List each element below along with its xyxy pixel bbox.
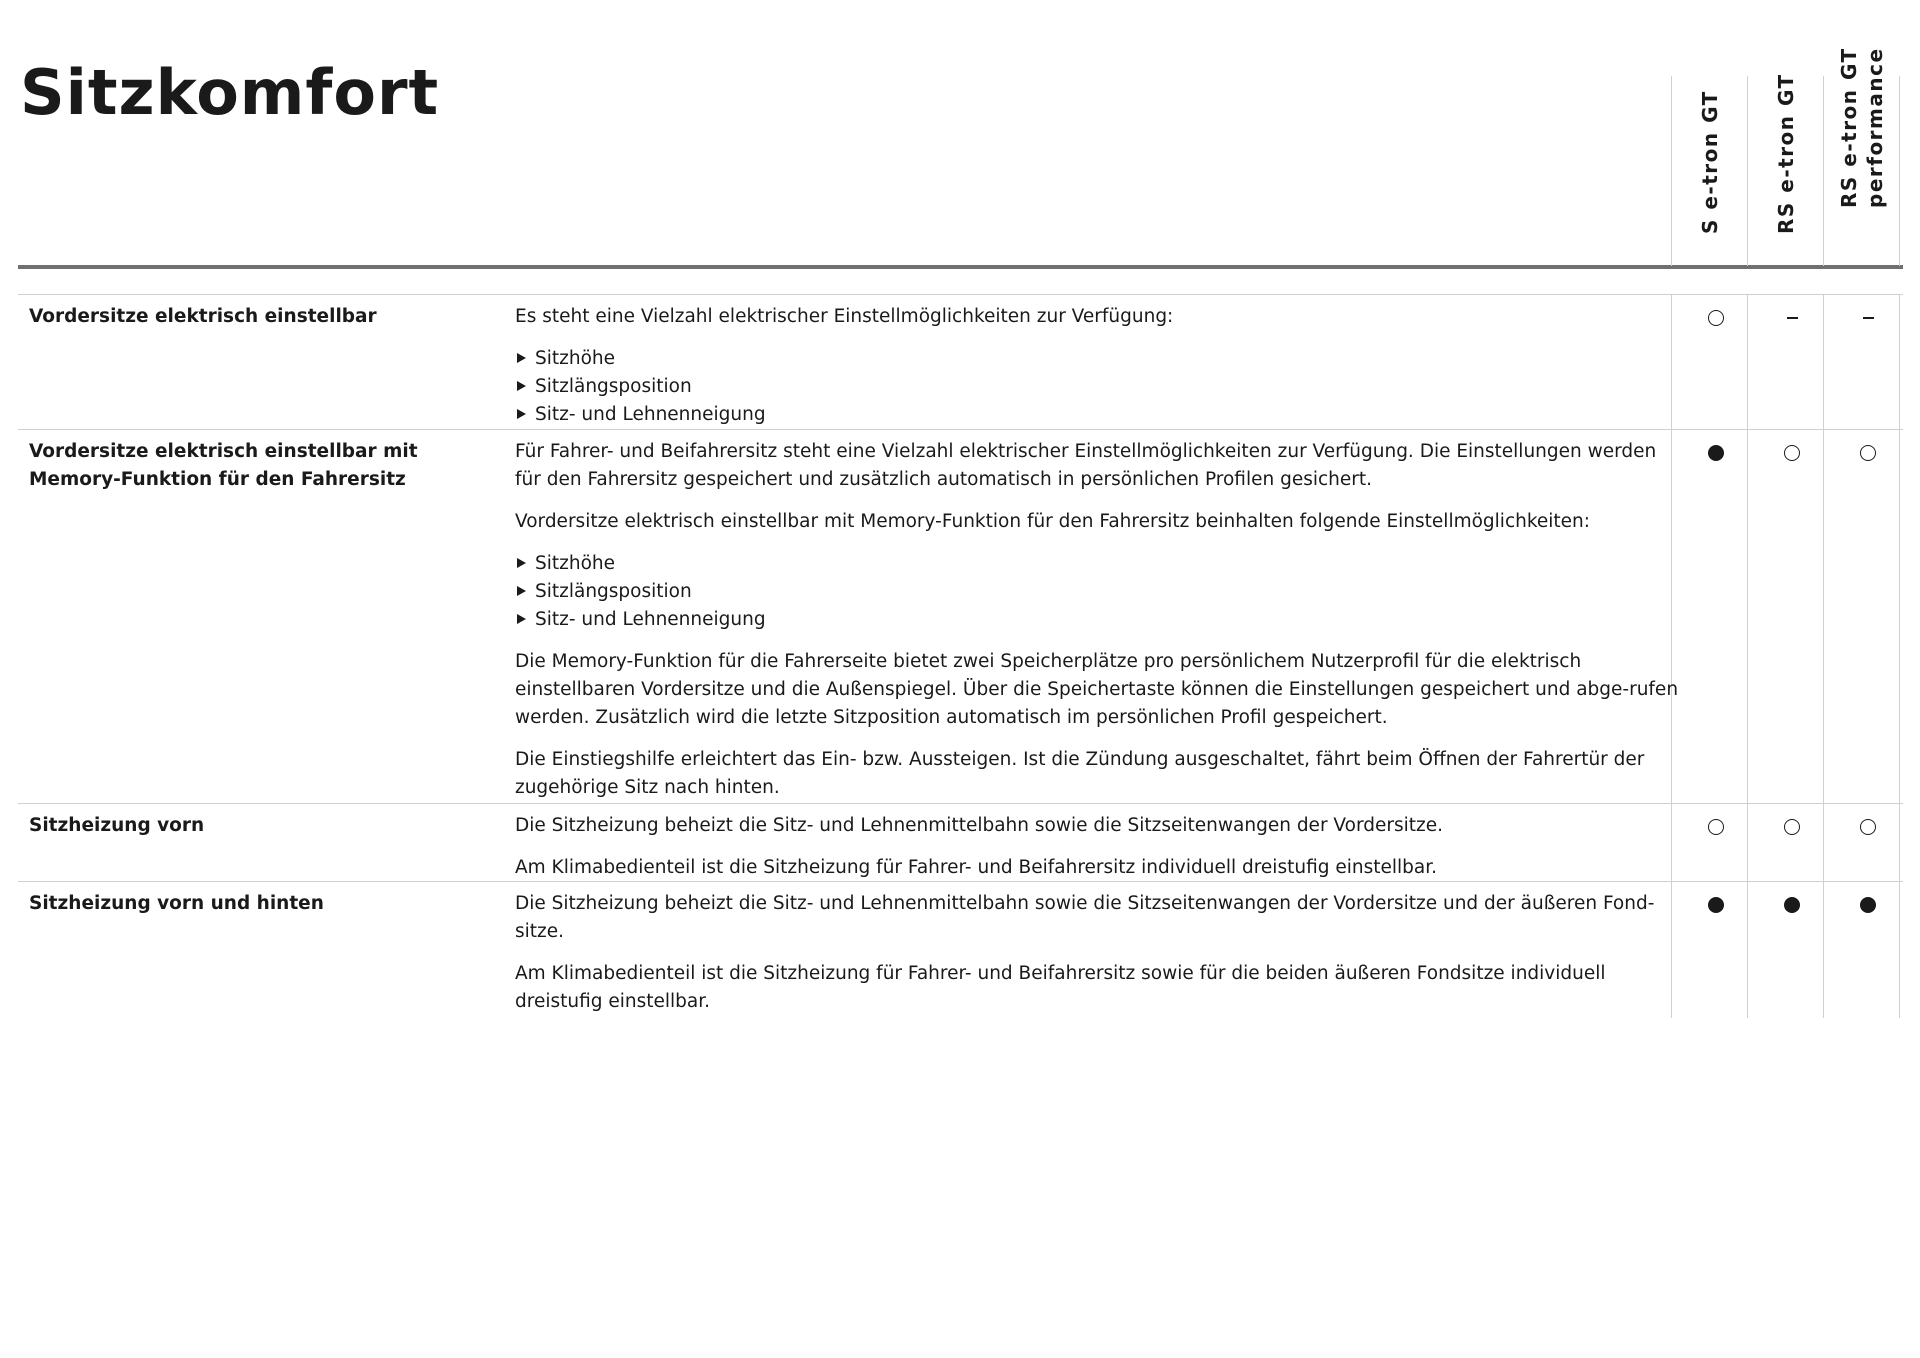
- column-divider: [1823, 76, 1824, 266]
- feature-name: Vordersitze elektrisch einstellbar mit Memory-Funktion für den Fahrersitz: [29, 441, 418, 490]
- availability-optional-icon: [1708, 310, 1724, 326]
- feature-name: Sitzheizung vorn und hinten: [29, 893, 324, 914]
- availability-none-icon: [1787, 317, 1798, 319]
- availability-standard-icon: [1784, 897, 1800, 913]
- list-item: Sitz- und Lehnenneigung: [515, 401, 1680, 429]
- column-divider: [1899, 76, 1900, 266]
- availability-standard-icon: [1708, 897, 1724, 913]
- model-name: RS e-tron GT: [1774, 73, 1798, 234]
- availability-optional-icon: [1784, 819, 1800, 835]
- availability-none-icon: [1863, 317, 1874, 319]
- model-name: S e-tron GT: [1698, 90, 1722, 234]
- table-row: [18, 804, 1903, 882]
- model-column-header: [1672, 76, 1748, 268]
- list-item: Sitzlängsposition: [515, 373, 1680, 401]
- model-name: RS e-tron GT performance: [1837, 47, 1887, 208]
- availability-optional-icon: [1708, 819, 1724, 835]
- table-row: [18, 430, 1903, 804]
- page-title: Sitzkomfort: [20, 56, 440, 129]
- list-item: Sitzhöhe: [515, 550, 1680, 578]
- list-item: Sitz- und Lehnenneigung: [515, 606, 1680, 634]
- availability-optional-icon: [1860, 445, 1876, 461]
- availability-standard-icon: [1708, 445, 1724, 461]
- column-divider: [1747, 76, 1748, 266]
- column-divider: [1671, 76, 1672, 266]
- availability-optional-icon: [1860, 819, 1876, 835]
- list-item: Sitzhöhe: [515, 345, 1680, 373]
- feature-description: Die Sitzheizung beheizt die Sitz- und Lehnenmittelbahn sowie die Sitzseitenwangen der Vordersitze. Am Klimabedienteil ist die Sitzheizung für Fahrer- und Beifahrersitz individuell dreistufig einstellbar.: [515, 815, 1443, 878]
- option-list: [515, 550, 1680, 634]
- model-column-header: [1824, 47, 1900, 268]
- model-column-header: [1748, 73, 1824, 268]
- feature-description: Für Fahrer- und Beifahrersitz steht eine Vielzahl elektrischer Einstellmöglichkeiten zur Verfügung. Die Einstellungen werden für den Fahrersitz gespeichert und zusätzlich automatisch in persönlichen Profilen gesichert. Vordersitze elektrisch einstellbar mit Memory-Funktion für den Fahrersitz beinhalten folgende Einstellmöglichkeiten: Sitzhöhe Sitzlängsposition Sitz- und Lehnenneigung Die Memory-Funktion für die Fahrerseite bietet zwei Speicherplätze pro persönlichem Nutzerprofil für die elektrisch einstellbaren Vordersitze und die Außenspiegel. Über die Speichertaste können die Einstellungen gespeichert und abge-rufen werden. Zusätzlich wird die letzte Sitzposition automatisch im persönlichen Profil gespeichert. Die Einstiegshilfe erleichtert das Ein- bzw. Aussteigen. Ist die Zündung ausgeschaltet, fährt beim Öffnen der Fahrertür der zugehörige Sitz nach hinten.: [515, 441, 1679, 798]
- availability-optional-icon: [1784, 445, 1800, 461]
- table-row: [18, 295, 1903, 430]
- list-item: Sitzlängsposition: [515, 578, 1680, 606]
- header-divider: [18, 265, 1903, 269]
- availability-standard-icon: [1860, 897, 1876, 913]
- feature-name: Vordersitze elektrisch einstellbar: [29, 306, 377, 327]
- table-row: [18, 882, 1903, 1018]
- option-list: [515, 345, 1680, 429]
- feature-description: Die Sitzheizung beheizt die Sitz- und Lehnenmittelbahn sowie die Sitzseitenwangen der Vordersitze und der äußeren Fond-sitze. Am Klimabedienteil ist die Sitzheizung für Fahrer- und Beifahrersitz sowie für die beiden äußeren Fondsitze individuell dreistufig einstellbar.: [515, 893, 1655, 1012]
- feature-description: Es steht eine Vielzahl elektrischer Einstellmöglichkeiten zur Verfügung: Sitzhöhe Sitzlängsposition Sitz- und Lehnenneigung: [515, 303, 1680, 443]
- feature-name: Sitzheizung vorn: [29, 815, 205, 836]
